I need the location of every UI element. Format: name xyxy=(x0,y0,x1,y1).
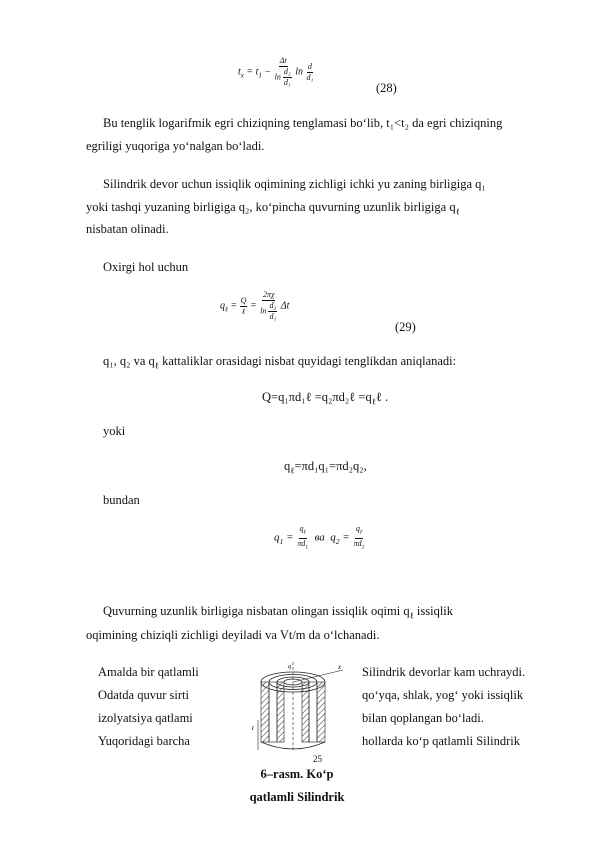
x-axis-line xyxy=(293,670,343,682)
eq30-f2-den xyxy=(353,539,366,553)
eq28-den-ln: ln xyxy=(274,72,281,82)
paragraph-5-line-1-text: Quvurning uzunlik birligiga nisbatan olingan issiqlik oqimi q xyxy=(103,604,410,618)
paragraph-3: Oxirgi hol uchun xyxy=(103,260,189,274)
right-column-line-2: qo‘yqa, shlak, yog‘ yoki issiqlik xyxy=(362,688,524,702)
equation-28-number: (28) xyxy=(376,81,397,95)
eq29-fraction-2 xyxy=(259,290,278,322)
paragraph-1-line-1: Bu tenglik logarifmik egri chiziqning tenglamasi bo‘lib, t₁<t₂ da egri chiziqning xyxy=(103,116,503,130)
right-column-line-4: hollarda ko‘p qatlamli Silindrik xyxy=(362,734,520,748)
equation-ql-rest: =πd₁q₁=πd₂q₂, xyxy=(294,459,367,473)
equation-q xyxy=(262,387,388,412)
eq30-fraction-1 xyxy=(296,524,309,552)
inner-layer-right xyxy=(302,682,309,742)
paragraph-5-line-2: oqimining chiziqli zichligi deyiladi va Vt/m da o‘lchanadi. xyxy=(86,628,380,642)
eq30-f1-den-sub: 1 xyxy=(305,544,309,551)
eq30-q1-sub: 1 xyxy=(279,536,284,546)
eq29-den-ln: ln xyxy=(260,306,267,316)
eq29-equals-1: = xyxy=(230,300,238,312)
eq30-f1-num xyxy=(299,524,307,539)
eq28-ln-frac xyxy=(305,62,314,83)
equation-q-sub: ℓ xyxy=(371,396,376,407)
paragraph-4-sub: ℓ xyxy=(154,360,159,371)
eq29-f1-num: Q xyxy=(240,295,247,305)
equation-28 xyxy=(238,56,314,88)
eq30-f2-num xyxy=(355,524,363,539)
multilayer-cylinder-figure xyxy=(248,660,348,760)
middle-layer-left xyxy=(269,682,277,742)
equation-ql-sub: ℓ xyxy=(290,465,295,476)
page-number: 25 xyxy=(313,754,322,764)
eq29-den-frac xyxy=(268,301,277,322)
equation-ql xyxy=(284,456,367,481)
eq28-den-frac xyxy=(283,67,292,88)
left-column-line-1: Amalda bir qatlamli xyxy=(98,665,199,679)
eq29-f2-num: 2πχ xyxy=(262,290,275,299)
eq29-lhs: q xyxy=(220,300,225,312)
middle-layer-right xyxy=(309,682,317,742)
right-column-line-3: bilan qoplangan bo‘ladi. xyxy=(362,711,484,725)
paragraph-5-line-1-sub: ℓ xyxy=(409,610,414,621)
word-yoki: yoki xyxy=(103,424,126,438)
word-bundan: bundan xyxy=(103,493,140,507)
equation-29-number: (29) xyxy=(395,320,416,334)
eq30-q2: q xyxy=(330,531,336,544)
eq28-den-den: d₁ xyxy=(283,78,291,87)
eq30-f2-num-text: q xyxy=(355,524,360,533)
eq29-f2-den xyxy=(259,301,278,322)
eq29-f1-den: ℓ xyxy=(241,306,246,316)
q-label: q xyxy=(288,664,291,670)
eq30-f2-den-text: πd xyxy=(353,538,362,548)
eq28-den-num: d₂ xyxy=(283,67,291,76)
eq28-ln-den: d₁ xyxy=(306,72,314,82)
equation-q-rest: ℓ . xyxy=(375,390,389,404)
eq29-fraction-1 xyxy=(240,296,248,317)
eq30-equals-2: = xyxy=(342,531,350,544)
left-column-line-3: izolyatsiya qatlami xyxy=(98,711,193,725)
eq30-f2-den-sub: 2 xyxy=(361,544,365,551)
eq29-delta-t: Δt xyxy=(280,300,290,312)
eq29-equals-2: = xyxy=(249,300,257,312)
eq29-lhs-sub: ℓ xyxy=(225,305,228,314)
eq30-f1-den-text: πd xyxy=(297,538,306,548)
eq30-q2-sub: 2 xyxy=(335,536,340,546)
equation-q-text: Q=q₁πd₁ℓ =q₂πd₂ℓ =q xyxy=(262,390,372,404)
inner-layer-left xyxy=(277,682,284,742)
paragraph-2-line-3: nisbatan olinadi. xyxy=(86,222,169,236)
figure-caption-line-2: qatlamli Silindrik xyxy=(249,790,345,804)
paragraph-5-line-1 xyxy=(103,601,453,626)
eq28-denominator xyxy=(274,67,293,88)
eq28-t1: t xyxy=(255,66,259,78)
figure-caption-line-1: 6–rasm. Ko‘p xyxy=(260,767,334,781)
eq28-t1-sub: 1 xyxy=(258,71,262,80)
eq30-equals-1: = xyxy=(286,531,294,544)
eq30-f1-num-text: q xyxy=(299,524,304,533)
paragraph-1-line-2: egriligi yuqoriga yo‘nalgan bo‘ladi. xyxy=(86,139,265,153)
eq29-den-num: d₂ xyxy=(269,301,277,310)
eq28-numerator: Δt xyxy=(279,56,287,65)
right-column-line-1: Silindrik devorlar kam uchraydi. xyxy=(362,665,526,679)
eq28-equals: = xyxy=(246,66,254,78)
eq30-va: ва xyxy=(314,531,325,544)
t-axis-label: t xyxy=(252,724,254,732)
left-column-line-2: Odatda quvur sirti xyxy=(98,688,189,702)
paragraph-4-rest: kattaliklar orasidagi nisbat quyidagi tenglikdan aniqlanadi: xyxy=(158,354,457,368)
paragraph-2-line-2-sub: ℓ xyxy=(455,206,460,217)
paragraph-5-line-1-rest: issiqlik xyxy=(413,604,454,618)
eq30-f1-den xyxy=(296,539,309,553)
eq28-lhs-sub: x xyxy=(240,71,244,80)
eq29-den-den: d₁ xyxy=(269,312,277,321)
eq30-q1: q xyxy=(274,531,280,544)
equation-ql-text: q xyxy=(284,459,291,473)
paragraph-4-text: q₁, q₂ va q xyxy=(103,354,155,368)
eq30-fraction-2 xyxy=(353,524,366,552)
paragraph-2-line-2 xyxy=(86,197,460,222)
paragraph-2-line-2-text: yoki tashqi yuzaning birligiga q₂, ko‘pincha quvurning uzunlik birligiga q xyxy=(86,200,456,214)
eq30-f1-num-sub: ℓ xyxy=(303,529,306,536)
paragraph-4 xyxy=(103,351,456,376)
outer-layer-right xyxy=(317,682,325,742)
eq28-minus: − xyxy=(264,66,272,78)
left-column-line-4: Yuqoridagi barcha xyxy=(98,734,190,748)
outer-layer-left xyxy=(261,682,269,742)
x-axis-label: x xyxy=(338,663,342,671)
eq28-ln-num: d xyxy=(307,61,312,71)
eq28-ln: ln xyxy=(295,66,303,78)
equation-29 xyxy=(220,290,289,322)
equation-30 xyxy=(274,524,365,552)
eq28-fraction xyxy=(274,56,293,88)
eq28-lhs: t xyxy=(238,66,241,78)
eq30-f2-num-sub: ℓ xyxy=(359,529,363,536)
paragraph-2-line-1: Silindrik devor uchun issiqlik oqimining zichligi ichki yu zaning birligiga q₁ xyxy=(103,177,486,191)
